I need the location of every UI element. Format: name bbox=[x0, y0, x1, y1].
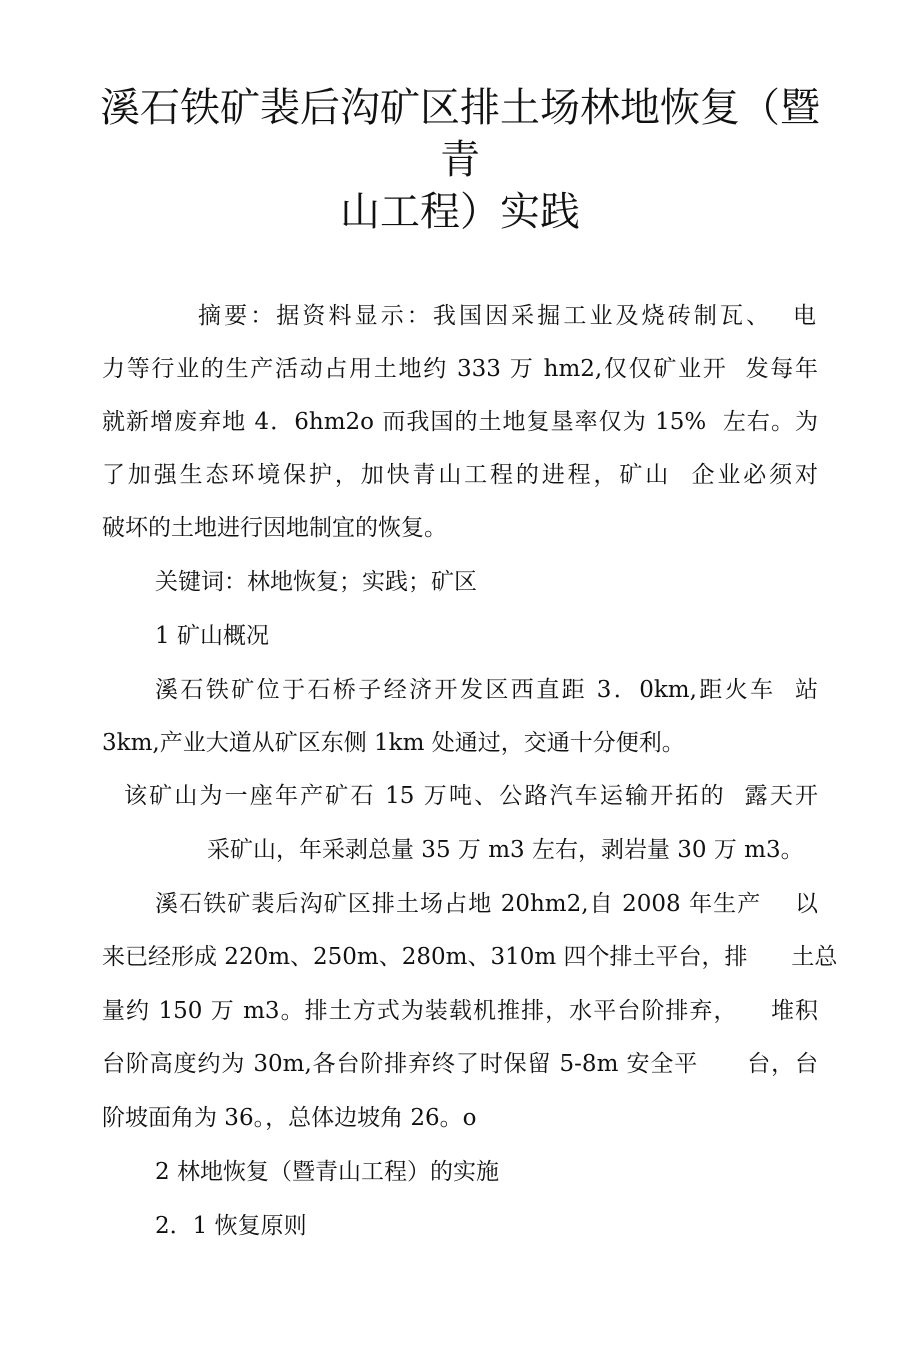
section-1-para-1-line-2: 3km,产业大道从矿区东侧 1km 处通过，交通十分便利。 bbox=[102, 730, 685, 756]
section-1-para-3-line-5: 阶坡面角为 36。，总体边坡角 26。o bbox=[102, 1105, 477, 1131]
title-line-2: 青 bbox=[440, 137, 480, 183]
abstract-line-4: 了加强生态环境保护，加快青山工程的进程，矿山 企业必须对 bbox=[102, 462, 818, 488]
title-line-3: 山工程）实践 bbox=[340, 189, 580, 235]
abstract-line-2: 力等行业的生产活动占用土地约 333 万 hm2,仅仅矿业开 发每年 bbox=[102, 356, 818, 382]
title-line-1: 溪石铁矿裴后沟矿区排土场林地恢复（暨 bbox=[100, 85, 820, 131]
section-1-para-3-line-4: 台阶高度约为 30m,各台阶排弃终了时保留 5-8m 安全平 台，台 bbox=[102, 1051, 818, 1077]
section-1-para-2-line-1: 该矿山为一座年产矿石 15 万吨、公路汽车运输开拓的 露天开 bbox=[124, 783, 818, 809]
section-2-1-heading: 2．1 恢复原则 bbox=[155, 1213, 307, 1239]
keywords: 关键词：林地恢复；实践；矿区 bbox=[155, 569, 477, 595]
section-1-para-3-line-2: 来已经形成 220m、250m、280m、310m 四个排土平台，排 土总 bbox=[102, 944, 838, 970]
section-1-heading: 1 矿山概况 bbox=[155, 623, 269, 649]
abstract-line-5: 破坏的土地进行因地制宜的恢复。 bbox=[102, 515, 447, 541]
section-1-para-3-line-3: 量约 150 万 m3。排土方式为装载机推排，水平台阶排弃， 堆积 bbox=[102, 998, 818, 1024]
abstract-line-3: 就新增废弃地 4．6hm2o 而我国的土地复垦率仅为 15% 左右。为 bbox=[102, 409, 818, 435]
section-1-para-2-line-2: 采矿山，年采剥总量 35 万 m3 左右，剥岩量 30 万 m3。 bbox=[207, 837, 804, 863]
section-1-para-3-line-1: 溪石铁矿裴后沟矿区排土场占地 20hm2,自 2008 年生产 以 bbox=[155, 891, 818, 917]
section-1-para-1-line-1: 溪石铁矿位于石桥子经济开发区西直距 3．0km,距火车 站 bbox=[155, 677, 818, 703]
section-2-heading: 2 林地恢复（暨青山工程）的实施 bbox=[155, 1159, 499, 1185]
abstract-line-1: 摘要：据资料显示：我国因采掘工业及烧砖制瓦、 电 bbox=[198, 303, 816, 329]
